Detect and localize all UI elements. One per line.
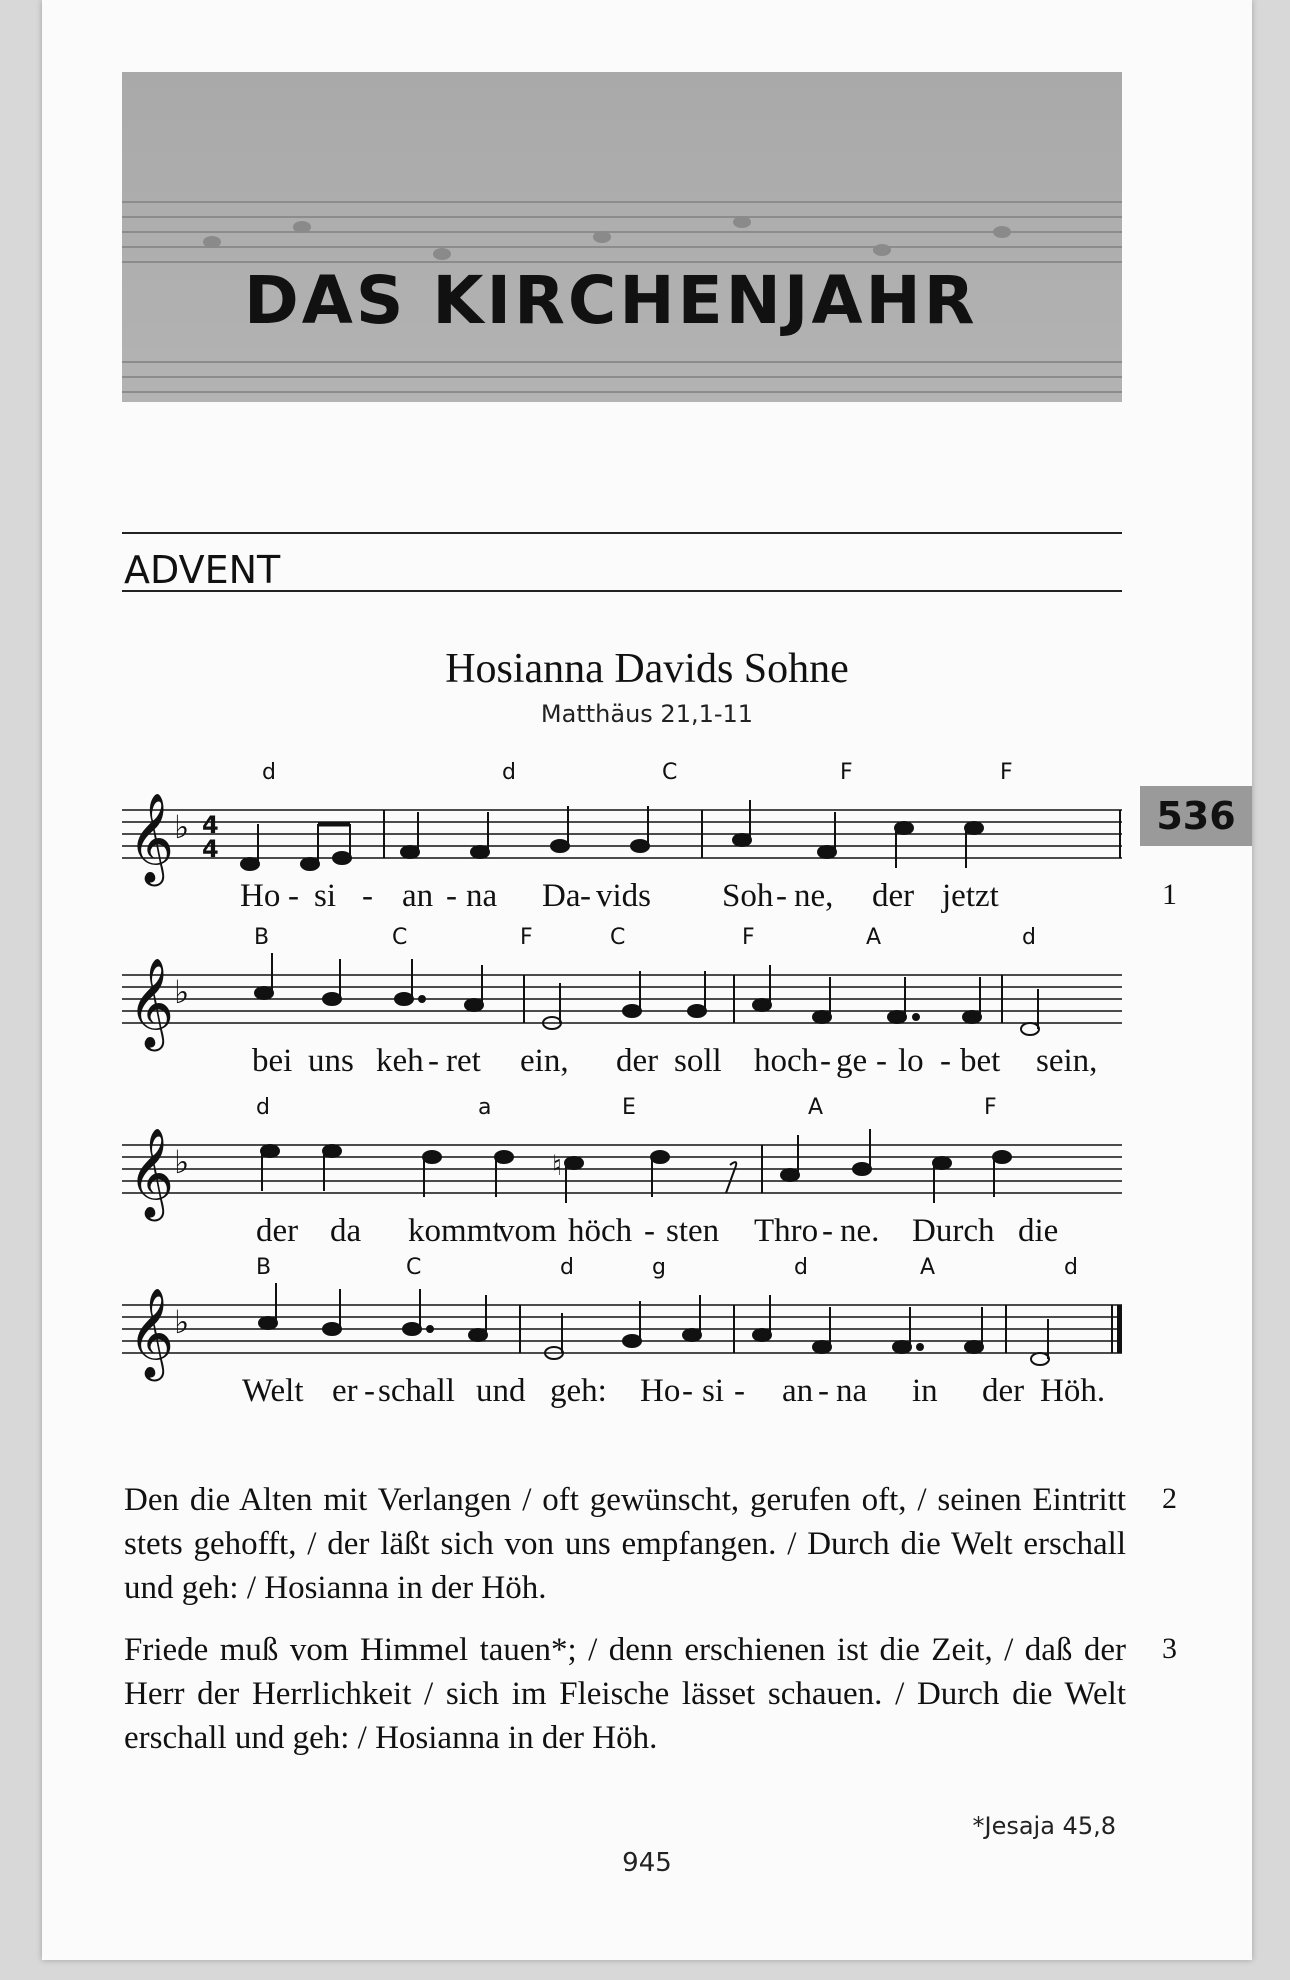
chord: F — [742, 925, 755, 950]
lyric: an — [402, 878, 434, 914]
lyric: da — [330, 1213, 362, 1249]
lyric: schall — [378, 1373, 455, 1409]
faded-music-background-icon — [122, 72, 1122, 402]
svg-text:♮: ♮ — [552, 1149, 563, 1182]
lyric: - — [288, 878, 299, 914]
chord: d — [794, 1255, 808, 1280]
lyric: Ho — [640, 1373, 681, 1409]
svg-text:𝄞: 𝄞 — [128, 1128, 175, 1218]
lyric: bet — [960, 1043, 1001, 1079]
lyric: na — [466, 878, 498, 914]
chord: d — [256, 1095, 270, 1120]
lyric: keh — [376, 1043, 424, 1079]
music-staff-icon — [122, 780, 1122, 890]
chord: C — [610, 925, 626, 950]
lyric: die — [1018, 1213, 1059, 1249]
lyric: der — [256, 1213, 299, 1249]
lyric: - — [818, 1373, 829, 1409]
lyric: - — [734, 1373, 745, 1409]
chord: C — [662, 760, 678, 785]
lyric: - — [776, 878, 787, 914]
chord: F — [1000, 760, 1013, 785]
chord: C — [406, 1255, 422, 1280]
lyric: sten — [666, 1213, 720, 1249]
chord: d — [1064, 1255, 1078, 1280]
page-number: 945 — [622, 1848, 672, 1878]
lyric: bei — [252, 1043, 293, 1079]
lyric: Durch — [912, 1213, 995, 1249]
header-band — [122, 72, 1122, 402]
chord: A — [920, 1255, 936, 1280]
lyric: hoch — [754, 1043, 819, 1079]
svg-text:♭: ♭ — [174, 973, 190, 1011]
lyric: ne. — [840, 1213, 880, 1249]
lyric: ge — [836, 1043, 868, 1079]
lyric: Soh — [722, 878, 774, 914]
lyric: si — [314, 878, 337, 914]
lyric: der — [982, 1373, 1025, 1409]
stanza-number: 1 — [1162, 878, 1177, 911]
svg-text:♭: ♭ — [174, 808, 190, 846]
lyric: - — [428, 1043, 439, 1079]
verse-2: Den die Alten mit Verlangen / oft gewünscht, gerufen oft, / seinen Eintritt stets gehofft, / der läßt sich von uns empfangen. / Durch die Welt erschall und geh: / Hosianna in der Höh. — [124, 1482, 1126, 1606]
lyric: vom — [498, 1213, 557, 1249]
lyric: und — [476, 1373, 526, 1409]
stanza-number: 3 — [1162, 1632, 1177, 1665]
song-reference: Matthäus 21,1-11 — [540, 700, 754, 728]
chord: d — [502, 760, 516, 785]
lyric: - — [682, 1373, 693, 1409]
svg-text:4: 4 — [202, 811, 219, 839]
lyric: kommt — [408, 1213, 502, 1249]
lyric: Höh. — [1040, 1373, 1106, 1409]
lyric: geh: — [550, 1373, 607, 1409]
lyric: an — [782, 1373, 814, 1409]
chord: A — [808, 1095, 824, 1120]
lyric: jetzt — [942, 878, 999, 914]
lyric: - — [644, 1213, 655, 1249]
song-title: Hosianna Davids Sohne — [445, 646, 849, 692]
lyric: höch — [568, 1213, 633, 1249]
lyric: sein, — [1036, 1043, 1098, 1079]
music-staff-icon — [122, 1115, 1122, 1225]
lyric: soll — [674, 1043, 722, 1079]
chord: F — [984, 1095, 997, 1120]
lyric: - — [580, 878, 591, 914]
lyric: der — [616, 1043, 659, 1079]
footnote: *Jesaja 45,8 — [972, 1812, 1116, 1840]
chord: F — [840, 760, 853, 785]
lyric: lo — [898, 1043, 924, 1079]
lyric: - — [364, 1373, 375, 1409]
lyric: - — [940, 1043, 951, 1079]
verse-3: Friede muß vom Himmel tauen*; / denn erschienen ist die Zeit, / daß der Herr der Herrlichkeit / sich im Fleische lässet schauen. / Durch die Welt erschall und geh: / Hosianna in der Höh. — [124, 1632, 1126, 1756]
chord: C — [392, 925, 408, 950]
lyric: - — [362, 878, 373, 914]
svg-text:𝄞: 𝄞 — [128, 793, 175, 883]
lyric: - — [446, 878, 457, 914]
chord: d — [560, 1255, 574, 1280]
stanza-number: 2 — [1162, 1482, 1177, 1515]
music-staff-icon — [122, 1275, 1122, 1385]
lyric: in — [912, 1373, 938, 1409]
chord: a — [478, 1095, 492, 1120]
lyric: der — [872, 878, 915, 914]
lyric: vids — [596, 878, 652, 914]
chord: F — [520, 925, 533, 950]
svg-text:𝄞: 𝄞 — [128, 958, 175, 1048]
header-title: DAS KIRCHENJAHR — [244, 262, 978, 339]
lyric: na — [836, 1373, 868, 1409]
lyric: Thro — [754, 1213, 819, 1249]
music-staff-icon — [122, 945, 1122, 1055]
lyric: - — [822, 1213, 833, 1249]
chord: A — [866, 925, 882, 950]
lyric: Ho — [240, 878, 281, 914]
chord: B — [256, 1255, 272, 1280]
svg-text:𝄞: 𝄞 — [128, 1288, 175, 1378]
lyric: er — [332, 1373, 358, 1409]
lyric: ret — [446, 1043, 481, 1079]
lyric: ne, — [794, 878, 834, 914]
lyric: ein, — [520, 1043, 569, 1079]
section-rule-top — [122, 532, 1122, 534]
chord: B — [254, 925, 270, 950]
lyric: Da — [542, 878, 581, 914]
chord: d — [262, 760, 276, 785]
lyric: - — [820, 1043, 831, 1079]
lyric: si — [702, 1373, 725, 1409]
hymnal-page — [42, 0, 1252, 1960]
section-title: ADVENT — [124, 548, 281, 592]
chord: g — [652, 1255, 666, 1280]
lyric: uns — [308, 1043, 354, 1079]
section-rule-bottom — [122, 590, 1122, 592]
svg-text:♭: ♭ — [174, 1303, 190, 1341]
lyric: Welt — [242, 1373, 304, 1409]
lyric: - — [876, 1043, 887, 1079]
chord: E — [622, 1095, 636, 1120]
svg-text:♭: ♭ — [174, 1143, 190, 1181]
chord: d — [1022, 925, 1036, 950]
svg-text:4: 4 — [202, 835, 219, 863]
song-number-tab: 536 — [1140, 786, 1252, 846]
